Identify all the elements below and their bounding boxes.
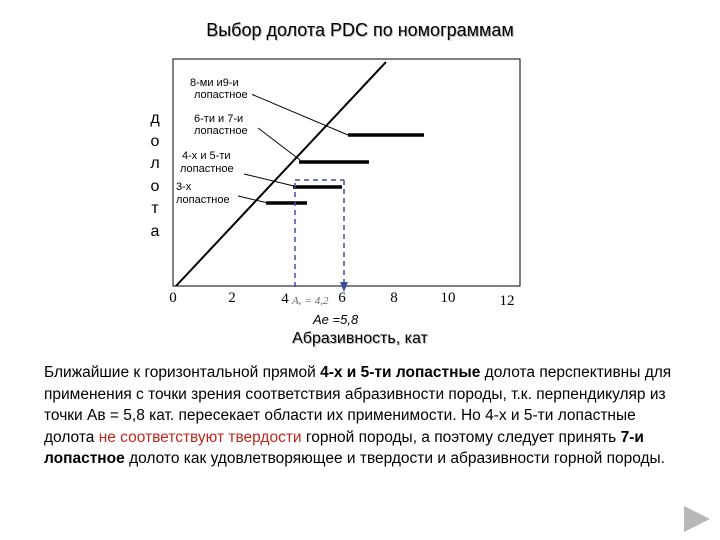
leader-line: [238, 196, 268, 203]
leader-line: [258, 128, 300, 160]
x-tick: 2: [228, 290, 236, 306]
annotation-8-9-sub: лопастное: [194, 89, 248, 101]
y-letter: о: [150, 132, 160, 150]
x-tick: 12: [499, 293, 515, 309]
annotation-4-5: 4-х и 5-ти: [182, 150, 231, 162]
text-run: долота перспективны для применения с точки зрения соответствия абразивности породы, т.к. перпендикуляр из точки Ав = 5,8 кат. пересекает области их применимости. Но 4-х и 5-ти лопастные долота: [44, 364, 672, 446]
text-run-highlight: не соответствуют твердости: [98, 428, 302, 446]
annotation-4-5-sub: лопастное: [180, 163, 234, 175]
x-tick: 6: [338, 290, 346, 306]
ae-label: Ae =5,8: [313, 312, 359, 327]
y-letter: т: [151, 200, 159, 217]
annotation-3-sub: лопастное: [176, 194, 230, 206]
x-tick: 8: [390, 290, 398, 306]
text-run: горной породы, а поэтому следует принять: [301, 428, 621, 446]
y-letter: д: [150, 110, 160, 127]
text-run: долото как удовлетворяющее и твердости и абразивности горной породы.: [124, 450, 665, 467]
y-letter: л: [150, 155, 160, 172]
text-run-bold: 7-и лопастное: [44, 428, 644, 467]
leader-line: [251, 94, 348, 135]
x-tick: 0: [169, 290, 177, 306]
text-run: Ближайшие к горизонтальной прямой: [44, 364, 321, 381]
play-arrow-icon[interactable]: [684, 506, 710, 532]
annotation-6-7-sub: лопастное: [194, 125, 248, 137]
page-title: Выбор долота PDC по номограммам: [206, 20, 514, 40]
annotation-8-9: 8-ми и9-и: [190, 77, 239, 89]
y-letter: а: [150, 222, 160, 240]
x-tick: 10: [440, 290, 456, 306]
y-letter: о: [150, 177, 160, 195]
text-run-bold: 4-х и 5-ти лопастные: [320, 364, 481, 381]
annotation-3: 3-х: [176, 181, 192, 193]
av-label: Aᵥ = 4,2: [292, 295, 329, 307]
x-axis-title: Абразивность, кат: [292, 330, 428, 347]
x-tick: 4: [281, 291, 289, 307]
explanation-text: [44, 362, 684, 470]
annotation-6-7: 6-ти и 7-и: [194, 113, 244, 125]
